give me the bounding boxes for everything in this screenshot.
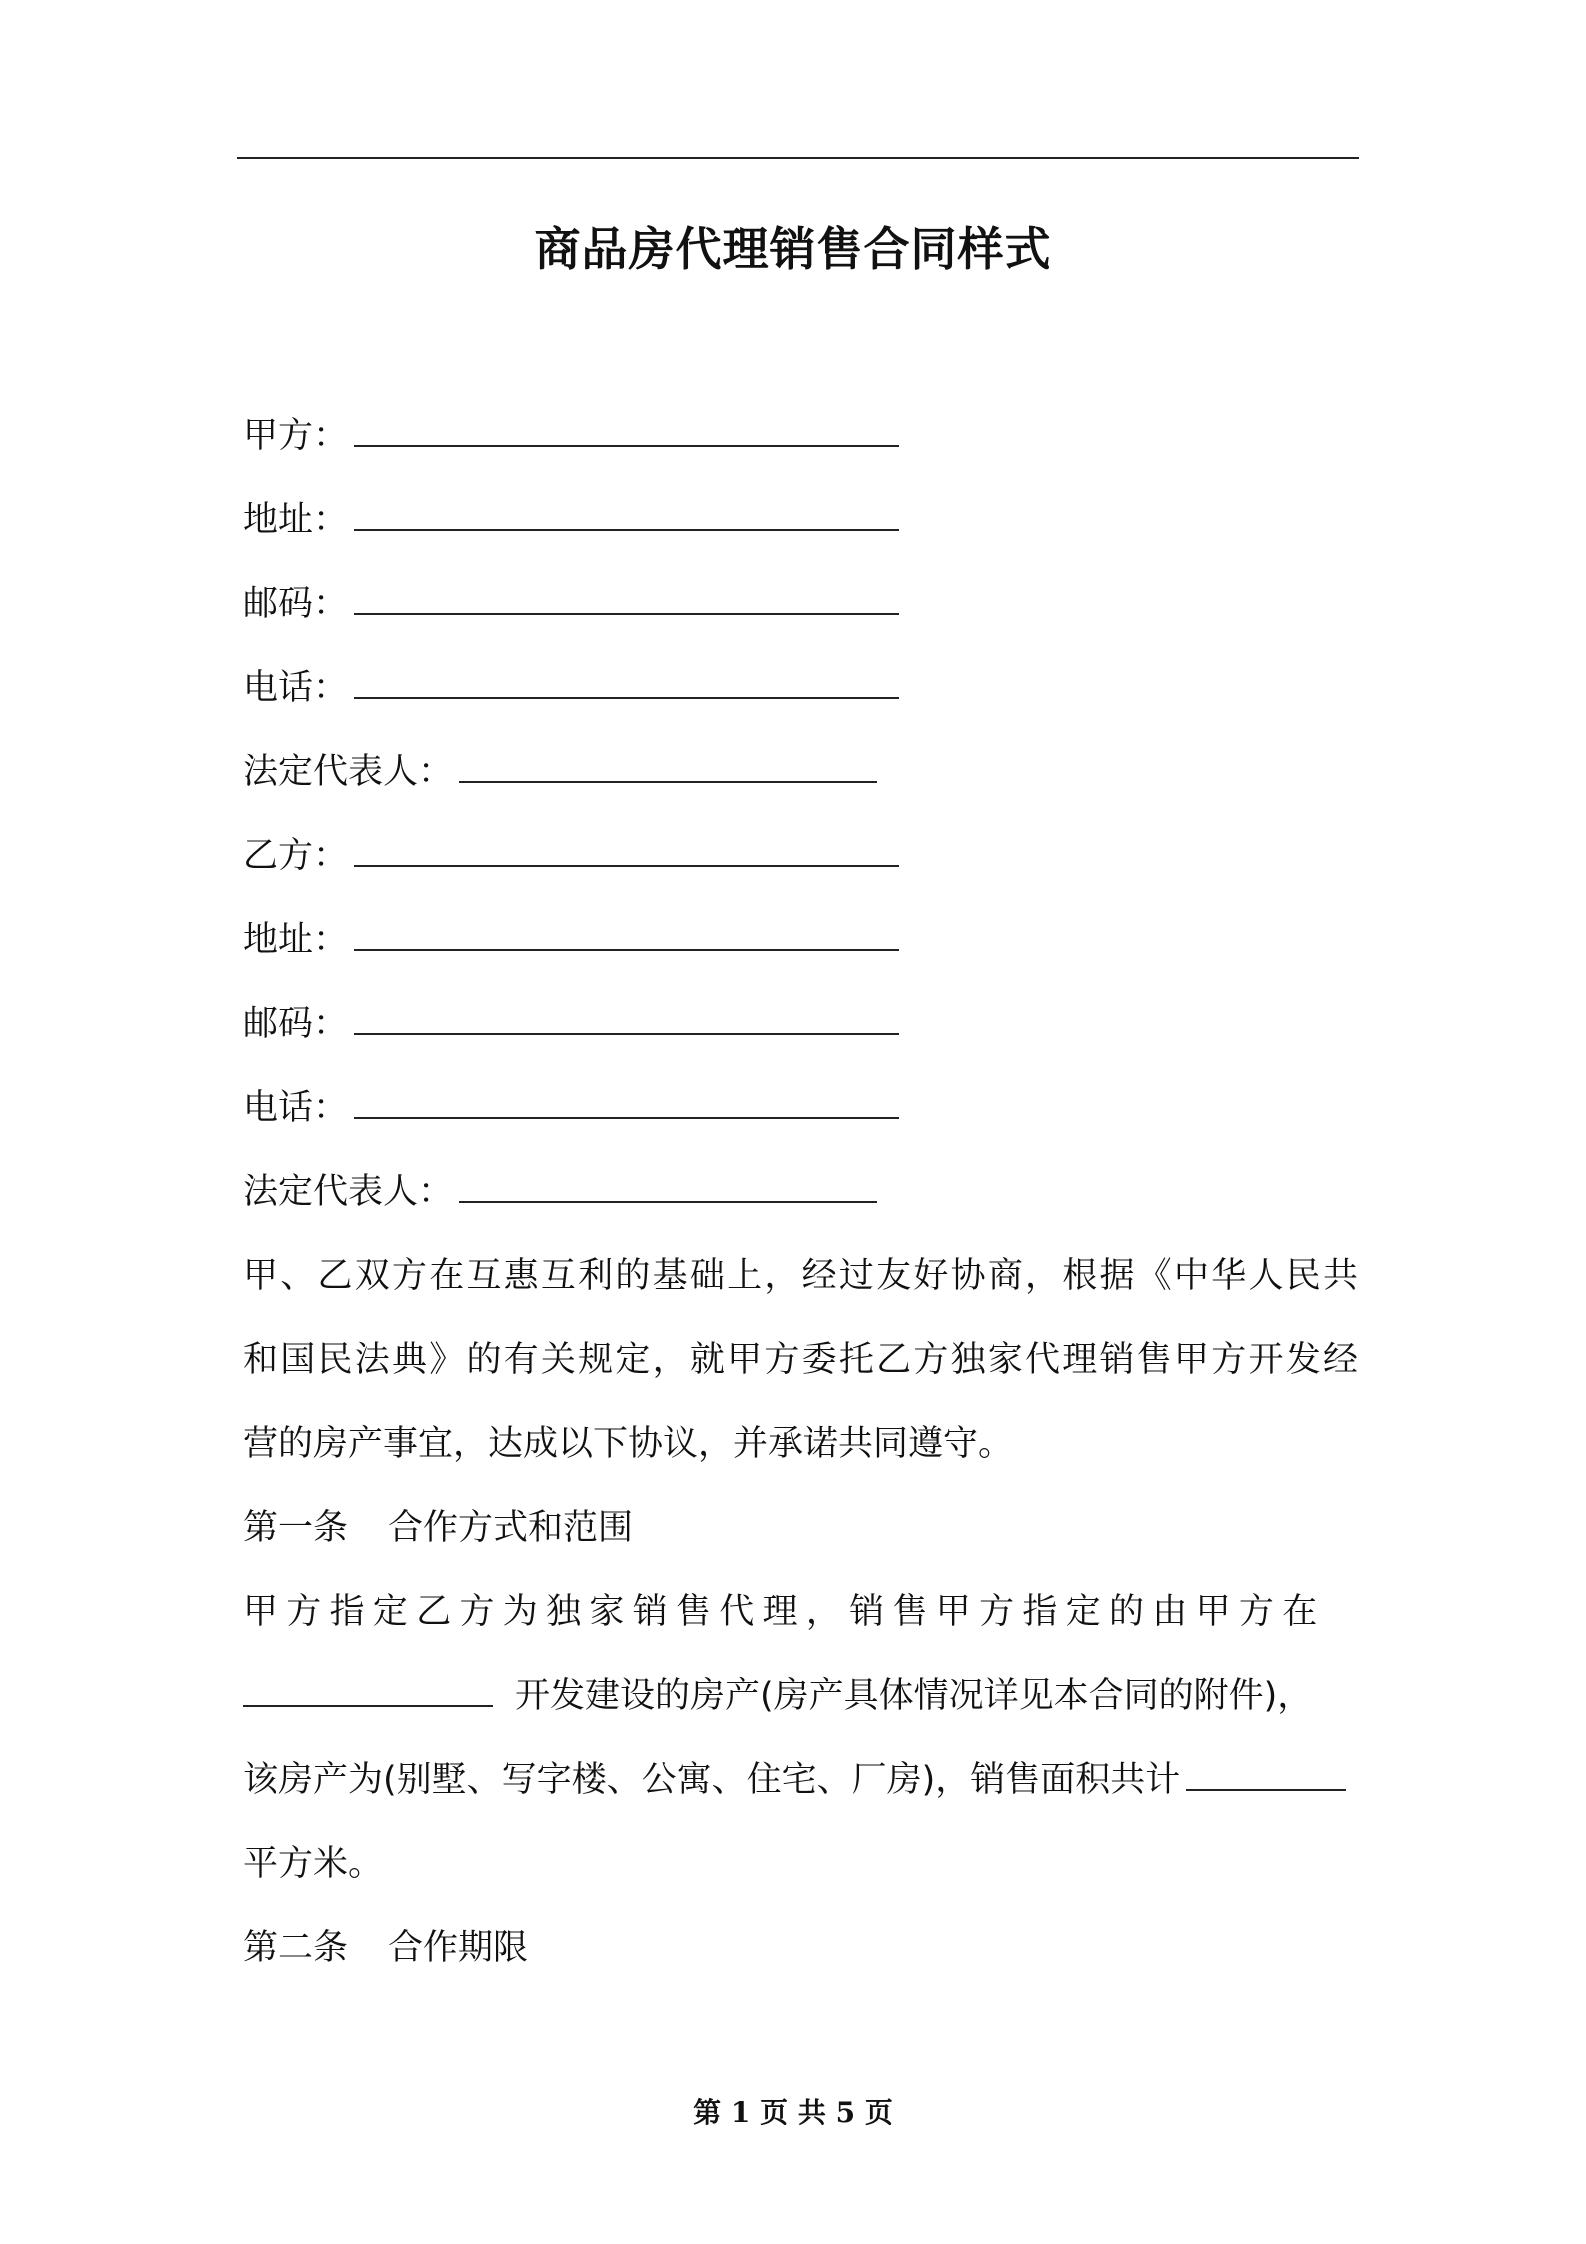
preamble-line-1: 甲、乙双方在互惠互利的基础上，经过友好协商，根据《中华人民共 xyxy=(243,1256,1358,1296)
party-a-label: 甲方： xyxy=(243,416,349,456)
article-1-line-1: 甲方指定乙方为独家销售代理，销售甲方指定的由甲方在 xyxy=(243,1592,1326,1632)
article-1-line-4: 平方米。 xyxy=(243,1844,384,1884)
party-a-blank[interactable] xyxy=(354,415,899,447)
party-a-rep-field xyxy=(243,742,1358,802)
party-b-rep-label: 法定代表人： xyxy=(243,1172,454,1212)
party-b-postcode-blank[interactable] xyxy=(354,1003,899,1035)
article-2-title: 合作期限 xyxy=(388,1928,529,1968)
party-b-field xyxy=(243,826,1358,886)
party-b-rep-field xyxy=(243,1162,1358,1222)
party-a-postcode-field xyxy=(243,574,1358,634)
party-a-field xyxy=(243,406,1358,466)
party-b-postcode-label: 邮码： xyxy=(243,1004,349,1044)
party-a-rep-label: 法定代表人： xyxy=(243,752,454,792)
party-b-address-field xyxy=(243,910,1358,970)
preamble-line-2: 和国民法典》的有关规定，就甲方委托乙方独家代理销售甲方开发经 xyxy=(243,1340,1358,1380)
party-a-address-label: 地址： xyxy=(243,500,349,540)
party-a-phone-label: 电话： xyxy=(243,668,349,708)
article-2-number: 第二条 xyxy=(243,1928,349,1968)
article-1-heading xyxy=(243,1498,1358,1558)
header-rule xyxy=(237,157,1359,159)
area-blank[interactable] xyxy=(1186,1759,1346,1791)
party-b-label: 乙方： xyxy=(243,836,349,876)
article-1-line-2 xyxy=(243,1666,1358,1726)
party-b-rep-blank[interactable] xyxy=(459,1171,877,1203)
page-number: 第 1 页 共 5 页 xyxy=(693,2096,893,2129)
party-a-phone-blank[interactable] xyxy=(354,667,899,699)
party-a-postcode-label: 邮码： xyxy=(243,584,349,624)
party-a-rep-blank[interactable] xyxy=(459,751,877,783)
location-blank[interactable] xyxy=(243,1675,493,1707)
article-1-title: 合作方式和范围 xyxy=(388,1508,634,1548)
article-1-line-3 xyxy=(243,1750,1358,1810)
party-b-blank[interactable] xyxy=(354,835,899,867)
article-1-line-3-text: 该房产为(别墅、写字楼、公寓、住宅、厂房)，销售面积共计 xyxy=(243,1760,1181,1800)
article-1-line-2-text: 开发建设的房产(房产具体情况详见本合同的附件)， xyxy=(515,1676,1313,1716)
article-2-heading xyxy=(243,1918,1358,1978)
party-a-address-field xyxy=(243,490,1358,550)
party-b-phone-blank[interactable] xyxy=(354,1087,899,1119)
party-b-postcode-field xyxy=(243,994,1358,1054)
party-b-address-blank[interactable] xyxy=(354,919,899,951)
party-b-phone-field xyxy=(243,1078,1358,1138)
party-a-address-blank[interactable] xyxy=(354,499,899,531)
party-b-phone-label: 电话： xyxy=(243,1088,349,1128)
document-title: 商品房代理销售合同样式 xyxy=(534,222,1052,276)
article-1-number: 第一条 xyxy=(243,1508,349,1548)
party-a-postcode-blank[interactable] xyxy=(354,583,899,615)
preamble-line-3: 营的房产事宜，达成以下协议，并承诺共同遵守。 xyxy=(243,1424,1014,1464)
party-a-phone-field xyxy=(243,658,1358,718)
party-b-address-label: 地址： xyxy=(243,920,349,960)
